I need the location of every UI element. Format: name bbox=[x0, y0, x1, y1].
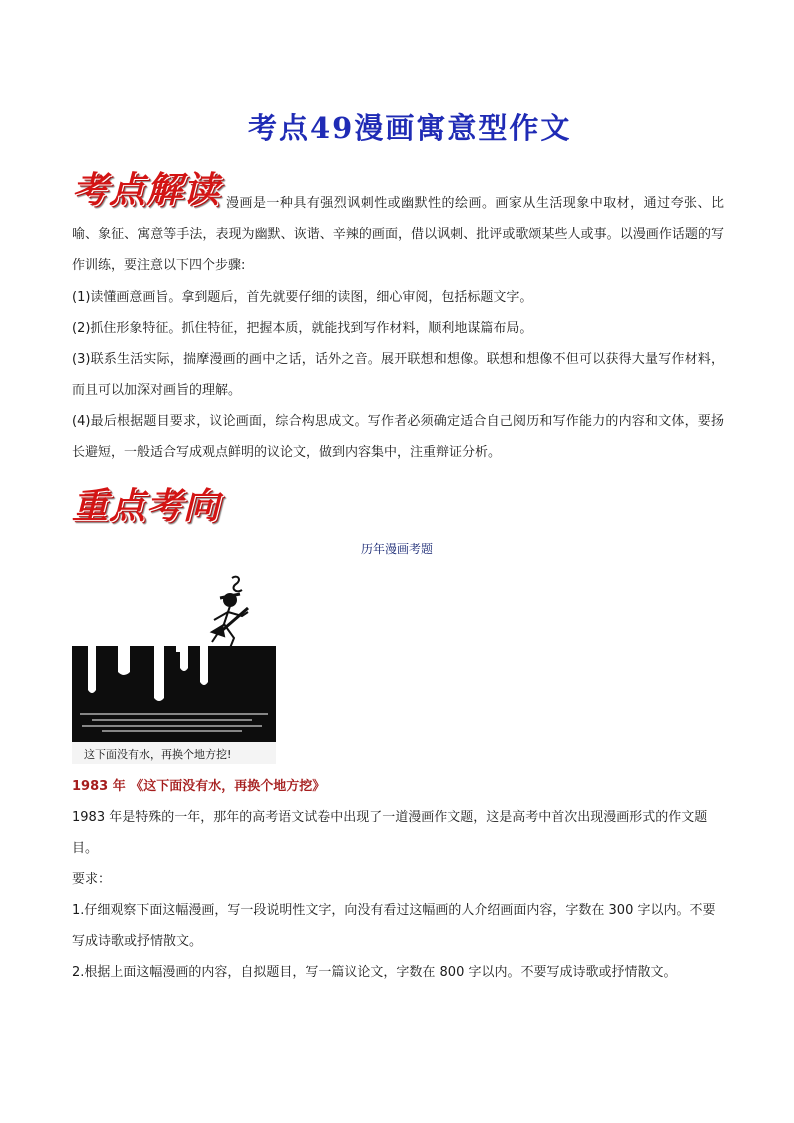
requirement-2: 2.根据上面这幅漫画的内容，自拟题目，写一篇议论文，字数在 800 字以内。不要写成诗歌或抒情散文。 bbox=[72, 965, 677, 980]
requirements-label: 要求： bbox=[72, 872, 112, 887]
section-heading-focus: 重点考向 bbox=[72, 485, 221, 527]
page-title: 考点49漫画寓意型作文 bbox=[248, 111, 572, 145]
step-2: (2)抓住形象特征。抓住特征，把握本质，就能找到写作材料，顺利地谋篇布局。 bbox=[72, 321, 533, 336]
cartoon-image bbox=[72, 568, 276, 764]
requirement-1: 1.仔细观察下面这幅漫画，写一段说明性文字，向没有看过这幅画的人介绍画面内容，字数在 300 字以内。不要写成诗歌或抒情散文。 bbox=[72, 903, 716, 949]
section-heading-analysis: 考点解读 bbox=[72, 169, 221, 211]
step-1: (1)读懂画意画旨。拿到题后，首先就要仔细的读图，细心审阅，包括标题文字。 bbox=[72, 290, 533, 305]
step-3: (3)联系生活实际，揣摩漫画的画中之话，话外之音。展开联想和想像。联想和想像不但可以获得大量写作材料，而且可以加深对画旨的理解。 bbox=[72, 352, 724, 398]
intro-paragraph: 漫画是一种具有强烈讽刺性或幽默性的绘画。画家从生活现象中取材，通过夸张、比喻、象征、寓意等手法，表现为幽默、诙谐、辛辣的画面，借以讽刺、批评或歌颂某些人或事。以漫画作话题的写作训练，要注意以下四个步骤: bbox=[72, 196, 724, 273]
exam-description: 1983 年是特殊的一年，那年的高考语文试卷中出现了一道漫画作文题，这是高考中首次出现漫画形式的作文题目。 bbox=[72, 810, 708, 856]
subtitle: 历年漫画考题 bbox=[360, 542, 433, 556]
step-4: (4)最后根据题目要求，议论画面，综合构思成文。写作者必须确定适合自己阅历和写作能力的内容和文体，要扬长避短，一般适合写成观点鲜明的议论文，做到内容集中，注重辩证分析。 bbox=[72, 414, 724, 460]
digger-figure bbox=[212, 577, 248, 648]
cartoon-caption: 这下面没有水，再换个地方挖! bbox=[84, 748, 232, 761]
exam-title: 1983 年 《这下面没有水，再换个地方挖》 bbox=[72, 779, 326, 794]
